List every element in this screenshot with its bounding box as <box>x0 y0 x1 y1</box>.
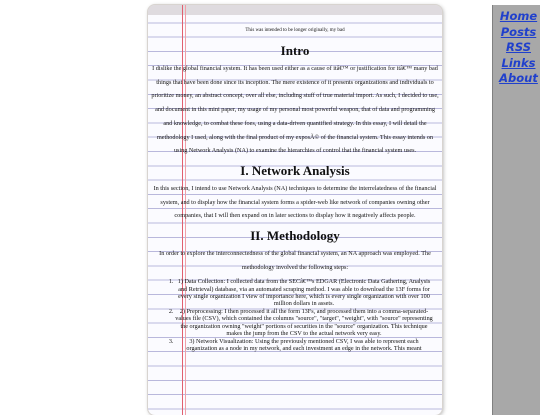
methodology-paragraph: In order to explore the interconnectedness of the global financial system, an NA approach was employed. The methodology involved the following steps: <box>159 250 431 271</box>
top-note: This was intended to be longer originally, my bad <box>245 28 345 33</box>
sidebar <box>492 5 540 415</box>
list-item: 2. 2) Preprocessing: I then processed it all the form 13Fs, and processed them into a comma-separated-values file (CSV), which contained the columns "source", "target", "weight", with "source" representing the organization owning "weight" portions of securities in the "source" organization. This technique makes the jump from the CSV to the actual network very easy. <box>175 308 433 337</box>
intro-paragraph: I dislike the global financial system. It has been used either as a cause of itâ€™ or justification for itâ€™ many bad things that have been done since its inception. The mere existence of it presents organizations and individuals to prioritize money, an abstract concept, over all else, including stuff of true material import. As such, I decided to use, and document in this mini paper, my usage of my personal most powerful weapon, that of data and programming and knowledge, to combat these foes, using a data-driven quantified strategy. In this essay, I will detail the methodology I used, along with the final product of my exposÃ© of the financial system. This essay intends on using Network Analysis (NA) to examine the hierarchies of control that the financial system uses. <box>151 65 439 155</box>
nav-link-about[interactable]: About <box>499 71 538 86</box>
nav-link-home[interactable]: Home <box>499 9 538 23</box>
methodology-heading: II. Methodology <box>250 228 340 244</box>
nav-link-posts[interactable]: Posts <box>500 24 537 39</box>
intro-heading: Intro <box>280 43 310 58</box>
network-analysis-paragraph: In this section, I intend to use Network Analysis (NA) techniques to determine the interrelatedness of the financial system, and to display how the financial system forms a spider-web like network of companies owning other companies, that I will then expand on in later sections to display how it negatively affects people. <box>153 184 437 220</box>
list-item: 3. 3) Network Visualization: Using the previously mentioned CSV, I was able to represent each organization as a node in my network, and each investment an edge in the network. This meant <box>175 338 433 352</box>
nav-link-links[interactable]: Links <box>501 55 536 70</box>
paper-sheet <box>148 5 442 415</box>
nav-link-rss[interactable]: RSS <box>505 40 531 55</box>
sidebar-nav <box>493 9 540 87</box>
network-analysis-heading: I. Network Analysis <box>240 162 350 178</box>
methodology-steps <box>151 278 439 352</box>
list-item: 1. 1) Data Collection: I collected data from the SECâ€™s EDGAR (Electronic Data Gathering, Analysis and Retrieval) database, via an automated scraping method. I was able to download the 13F forms for every single organization I view of importance here, which is every single organization with over 100 million dollars in assets. <box>175 278 433 307</box>
article-content <box>151 22 439 353</box>
